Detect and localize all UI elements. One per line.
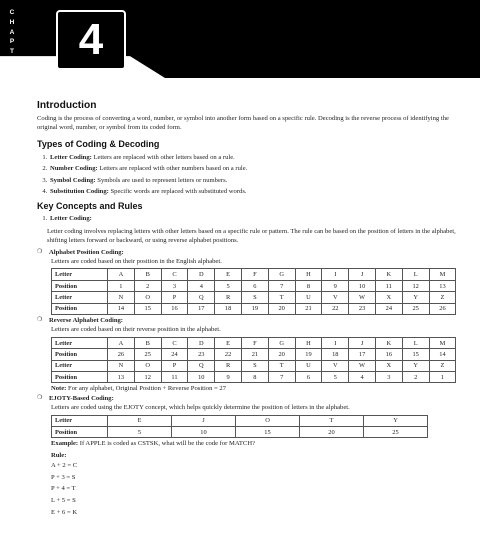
- table-cell: V: [322, 292, 349, 303]
- table-cell: 14: [429, 349, 456, 360]
- table-cell: 25: [402, 303, 429, 314]
- rule-list: [51, 460, 457, 518]
- list-item: 4. Substitution Coding: Specific words are replaced with substituted words.: [49, 186, 457, 197]
- table-cell: 4: [349, 372, 376, 383]
- list-item: 2. Number Coding: Letters are replaced with other numbers based on a rule.: [49, 163, 457, 174]
- table-cell: H: [295, 337, 322, 348]
- table-cell: 24: [161, 349, 188, 360]
- rule-item: A + 2 = C: [51, 462, 78, 470]
- table-cell: 18: [322, 349, 349, 360]
- table-cell: Y: [402, 360, 429, 371]
- table-cell: 12: [134, 372, 161, 383]
- table-cell: U: [295, 292, 322, 303]
- table-cell: 1: [429, 372, 456, 383]
- row-label-cell: Position: [52, 280, 108, 291]
- table-cell: 9: [215, 372, 242, 383]
- table-cell: T: [268, 360, 295, 371]
- row-label-cell: Letter: [52, 337, 108, 348]
- table-cell: F: [241, 269, 268, 280]
- table-cell: 6: [295, 372, 322, 383]
- table-cell: 13: [429, 280, 456, 291]
- table-cell: Q: [188, 360, 215, 371]
- table-cell: I: [322, 269, 349, 280]
- table-row: [52, 427, 428, 438]
- table-cell: J: [172, 415, 236, 426]
- row-label-cell: Position: [52, 303, 108, 314]
- table-cell: 19: [295, 349, 322, 360]
- table-cell: A: [108, 337, 135, 348]
- table-cell: U: [295, 360, 322, 371]
- table-cell: 10: [188, 372, 215, 383]
- table-cell: 9: [322, 280, 349, 291]
- chapter-letter: E: [9, 57, 15, 65]
- table-cell: 15: [402, 349, 429, 360]
- table-cell: Q: [188, 292, 215, 303]
- table-cell: B: [134, 337, 161, 348]
- table-cell: W: [349, 292, 376, 303]
- table-cell: C: [161, 337, 188, 348]
- page-content: [37, 100, 457, 518]
- table-cell: G: [268, 337, 295, 348]
- table-cell: 5: [108, 427, 172, 438]
- table-cell: 5: [215, 280, 242, 291]
- table-cell: O: [134, 292, 161, 303]
- alphabet-position-desc: Letters are coded based on their position in the English alphabet.: [51, 258, 222, 266]
- table-cell: 20: [300, 427, 364, 438]
- table-cell: 8: [241, 372, 268, 383]
- table-cell: 24: [375, 303, 402, 314]
- table-cell: L: [402, 337, 429, 348]
- row-label-cell: Letter: [52, 415, 108, 426]
- table-cell: G: [268, 269, 295, 280]
- table-cell: Y: [402, 292, 429, 303]
- rule-item: P + 4 = T: [51, 485, 76, 493]
- table-cell: V: [322, 360, 349, 371]
- table-cell: D: [188, 337, 215, 348]
- chapter-number: 4: [56, 10, 126, 70]
- chapter-label: [0, 8, 24, 77]
- chapter-header: [0, 0, 480, 94]
- table-cell: 4: [188, 280, 215, 291]
- table-cell: I: [322, 337, 349, 348]
- chapter-letter: C: [9, 9, 15, 16]
- chapter-letter: P: [9, 38, 15, 46]
- table-cell: 12: [402, 280, 429, 291]
- reverse-alphabet-table: [51, 337, 456, 384]
- table-cell: 8: [295, 280, 322, 291]
- table-cell: 10: [172, 427, 236, 438]
- table-cell: O: [134, 360, 161, 371]
- concepts-heading: Key Concepts and Rules: [37, 201, 143, 212]
- table-cell: Z: [429, 292, 456, 303]
- types-list: [37, 152, 457, 198]
- table-cell: 2: [134, 280, 161, 291]
- table-cell: 21: [241, 349, 268, 360]
- ejoty-desc: Letters are coded using the EJOTY concept, which helps quickly determine the position of letters in the alphabet.: [51, 404, 350, 412]
- row-label-cell: Position: [52, 372, 108, 383]
- table-row: [52, 360, 456, 371]
- table-cell: 3: [161, 280, 188, 291]
- table-row: [52, 280, 456, 291]
- table-cell: 11: [375, 280, 402, 291]
- alphabet-position-table: [51, 268, 456, 315]
- table-cell: 25: [134, 349, 161, 360]
- rule-item: E + 6 = K: [51, 508, 78, 516]
- rule-label: Rule:: [51, 451, 67, 459]
- table-cell: 7: [268, 372, 295, 383]
- table-cell: J: [349, 269, 376, 280]
- table-cell: 11: [161, 372, 188, 383]
- table-cell: 25: [364, 427, 428, 438]
- row-label-cell: Position: [52, 349, 108, 360]
- table-row: [52, 415, 428, 426]
- table-cell: Y: [364, 415, 428, 426]
- rule-item: L + 5 = S: [51, 497, 76, 504]
- table-cell: P: [161, 360, 188, 371]
- row-label-cell: Position: [52, 427, 108, 438]
- table-cell: B: [134, 269, 161, 280]
- table-cell: O: [236, 415, 300, 426]
- table-cell: W: [349, 360, 376, 371]
- table-cell: K: [375, 337, 402, 348]
- chapter-letter: A: [9, 28, 15, 36]
- table-row: [52, 349, 456, 360]
- intro-heading: Introduction: [37, 100, 97, 111]
- reverse-alphabet-desc: Letters are coded based on their reverse position in the alphabet.: [51, 326, 221, 334]
- table-cell: 19: [241, 303, 268, 314]
- table-cell: 20: [268, 349, 295, 360]
- table-cell: N: [108, 292, 135, 303]
- table-cell: N: [108, 360, 135, 371]
- ejoty-table: [51, 415, 428, 439]
- table-cell: L: [402, 269, 429, 280]
- table-cell: 21: [295, 303, 322, 314]
- table-cell: E: [108, 415, 172, 426]
- chapter-letter: H: [9, 18, 15, 26]
- table-cell: 2: [402, 372, 429, 383]
- table-cell: 5: [322, 372, 349, 383]
- row-label-cell: Letter: [52, 269, 108, 280]
- table-cell: R: [215, 360, 242, 371]
- table-cell: T: [268, 292, 295, 303]
- table-cell: K: [375, 269, 402, 280]
- table-cell: 18: [215, 303, 242, 314]
- table-cell: 16: [375, 349, 402, 360]
- table-cell: J: [349, 337, 376, 348]
- chapter-letter: T: [10, 48, 14, 56]
- table-cell: 6: [241, 280, 268, 291]
- table-cell: X: [375, 360, 402, 371]
- list-item: 1. Letter Coding:: [49, 214, 457, 223]
- row-label-cell: Letter: [52, 360, 108, 371]
- reverse-alphabet-title: ❍ Reverse Alphabet Coding:: [37, 316, 457, 325]
- table-row: [52, 337, 456, 348]
- table-cell: M: [429, 269, 456, 280]
- table-cell: 14: [108, 303, 135, 314]
- table-cell: 20: [268, 303, 295, 314]
- table-cell: A: [108, 269, 135, 280]
- table-cell: 17: [188, 303, 215, 314]
- chapter-title: CODING DECODING: [216, 37, 398, 58]
- intro-text: Coding is the process of converting a word, number, or symbol into another form based on a specific rule. Decoding is the reverse process of identifying the original word, number, or symbol from its coded form.: [37, 115, 449, 132]
- table-cell: E: [215, 337, 242, 348]
- table-row: [52, 303, 456, 314]
- table-cell: 13: [108, 372, 135, 383]
- table-cell: X: [375, 292, 402, 303]
- table-cell: 1: [108, 280, 135, 291]
- table-cell: S: [241, 360, 268, 371]
- table-cell: 22: [322, 303, 349, 314]
- table-cell: D: [188, 269, 215, 280]
- table-cell: S: [241, 292, 268, 303]
- table-cell: 17: [349, 349, 376, 360]
- list-item: 1. Letter Coding: Letters are replaced with other letters based on a rule.: [49, 152, 457, 163]
- table-cell: P: [161, 292, 188, 303]
- table-cell: 26: [429, 303, 456, 314]
- concepts-list: [37, 214, 457, 223]
- row-label-cell: Letter: [52, 292, 108, 303]
- table-cell: 3: [375, 372, 402, 383]
- table-cell: 23: [349, 303, 376, 314]
- table-cell: E: [215, 269, 242, 280]
- table-cell: C: [161, 269, 188, 280]
- table-cell: 22: [215, 349, 242, 360]
- table-cell: Z: [429, 360, 456, 371]
- table-cell: T: [300, 415, 364, 426]
- table-cell: 7: [268, 280, 295, 291]
- ejoty-title: ❍ EJOTY-Based Coding:: [37, 394, 457, 403]
- types-heading: Types of Coding & Decoding: [37, 138, 160, 149]
- table-row: [52, 269, 456, 280]
- ejoty-example: Example: If APPLE is coded as CSTSK, what will be the code for MATCH?: [51, 440, 256, 448]
- alphabet-position-title: ❍ Alphabet Position Coding:: [37, 248, 457, 257]
- table-cell: M: [429, 337, 456, 348]
- table-cell: 10: [349, 280, 376, 291]
- table-cell: 23: [188, 349, 215, 360]
- chapter-letter: R: [9, 67, 15, 75]
- table-row: [52, 372, 456, 383]
- table-cell: F: [241, 337, 268, 348]
- table-row: [52, 292, 456, 303]
- table-cell: R: [215, 292, 242, 303]
- letter-coding-text: Letter coding involves replacing letters with other letters based on a specific rule or pattern. The rule can be based on the position of letters in the alphabet, shifting letters forward or backward, or using reverse alphabet positions.: [47, 227, 456, 245]
- rule-item: P + 3 = S: [51, 473, 76, 481]
- table-cell: H: [295, 269, 322, 280]
- table-cell: 16: [161, 303, 188, 314]
- reverse-note: Note: For any alphabet, Original Position + Reverse Position = 27: [51, 385, 227, 393]
- table-cell: 15: [236, 427, 300, 438]
- list-item: 3. Symbol Coding: Symbols are used to represent letters or numbers.: [49, 175, 457, 186]
- table-cell: 26: [108, 349, 135, 360]
- table-cell: 15: [134, 303, 161, 314]
